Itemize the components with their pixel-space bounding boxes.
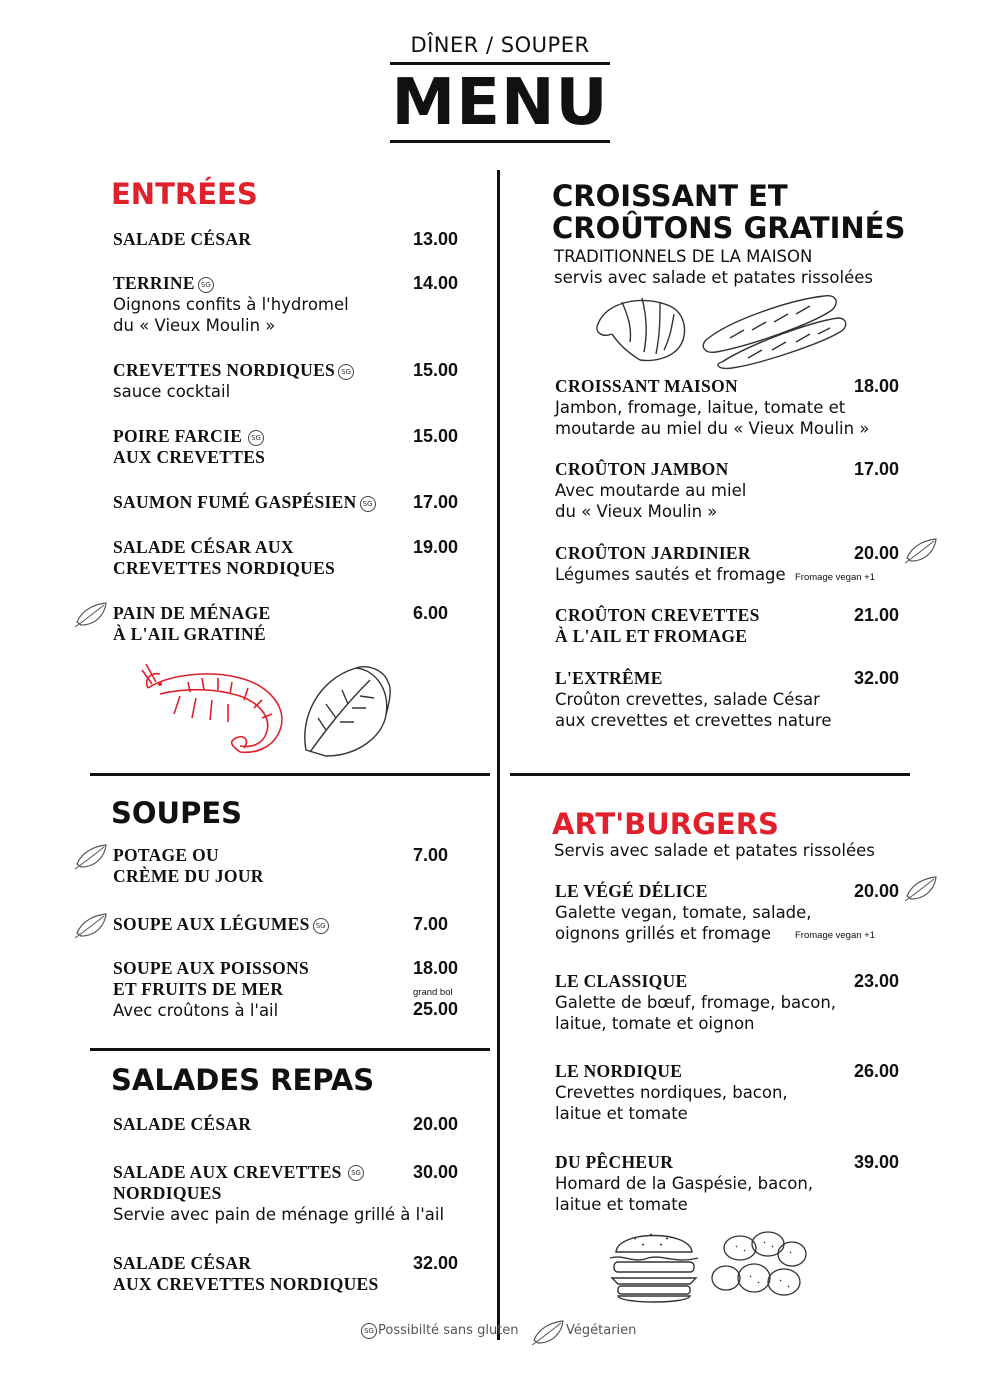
leaf-icon [73, 600, 109, 630]
item-name-crouton-jambon: CROÛTON JAMBON [555, 459, 729, 479]
section-subtitle-croissant: TRADITIONNELS DE LA MAISON [554, 247, 813, 266]
item-desc-crouton-jardinier: Légumes sautés et fromage [555, 565, 786, 584]
burger-illustration [604, 1224, 704, 1304]
item-name-vege-delice: LE VÉGÉ DÉLICE [555, 881, 708, 901]
section-title-croissant: CROISSANT ET CROÛTONS GRATINÉS [552, 179, 906, 245]
item-name-crevettes-nordiques: CREVETTES NORDIQUES [113, 360, 336, 380]
menu-item-terrine [113, 273, 214, 294]
item-size-label: grand bol [413, 987, 453, 998]
divider-entrees-soupes [90, 773, 490, 776]
header-rule-top [390, 62, 610, 65]
section-title-salades: SALADES REPAS [111, 1063, 375, 1097]
item-name-crouton-jardinier: CROÛTON JARDINIER [555, 543, 751, 563]
leaf-icon [73, 911, 109, 941]
divider-soupes-salades [90, 1048, 490, 1051]
menu-subtitle: DÎNER / SOUPER [410, 33, 590, 57]
item-price-salade-crevettes: 30.00 [413, 1162, 459, 1182]
legend-gluten-free: Possibilté sans gluten [378, 1323, 519, 1338]
item-price-crevettes-nordiques: 15.00 [413, 360, 459, 380]
item-price-soupe-legumes: 7.00 [413, 914, 449, 934]
item-price-crouton-jambon: 17.00 [854, 459, 900, 479]
item-name-soupe-poissons: SOUPE AUX POISSONS ET FRUITS DE MER [113, 958, 310, 999]
item-name-potage: POTAGE OU CRÈME DU JOUR [113, 845, 264, 886]
item-name-classique: LE CLASSIQUE [555, 971, 688, 991]
item-desc-classique: Galette de bœuf, fromage, bacon, laitue, tomate et oignon [555, 993, 837, 1033]
menu-item-soupe-legumes [113, 914, 329, 935]
menu-item-crevettes-nordiques [113, 360, 354, 381]
item-price-vege-delice: 20.00 [854, 881, 900, 901]
leaf-icon [530, 1318, 566, 1348]
item-name-salade-cesar-crevettes: SALADE CÉSAR AUX CREVETTES NORDIQUES [113, 537, 336, 578]
sg-badge: SG [248, 430, 264, 446]
item-desc-soupe-poissons: Avec croûtons à l'ail [113, 1001, 279, 1020]
item-price-extreme: 32.00 [854, 668, 900, 688]
item-desc-crouton-jambon: Avec moutarde au miel du « Vieux Moulin » [555, 481, 747, 521]
item-desc-extreme: Croûton crevettes, salade César aux crevettes et crevettes nature [555, 690, 832, 730]
item-name-croissant-maison: CROISSANT MAISON [555, 376, 738, 396]
item-desc-salade-crevettes: Servie avec pain de ménage grillé à l'ail [113, 1205, 445, 1224]
sg-badge: SG [348, 1165, 364, 1181]
item-name-crouton-crevettes: CROÛTON CREVETTES À L'AIL ET FROMAGE [555, 605, 760, 646]
sg-badge: SG [360, 496, 376, 512]
baguette-illustration [700, 292, 850, 370]
item-price-du-pecheur: 39.00 [854, 1152, 900, 1172]
item-note-crouton-jardinier: Fromage vegan +1 [795, 572, 876, 583]
shrimp-illustration [140, 660, 300, 760]
item-desc-crevettes-nordiques: sauce cocktail [113, 382, 231, 401]
item-desc-du-pecheur: Homard de la Gaspésie, bacon, laitue et tomate [555, 1174, 814, 1214]
item-name-terrine: TERRINE [113, 273, 195, 293]
item-desc-croissant-maison: Jambon, fromage, laitue, tomate et moutarde au miel du « Vieux Moulin » [555, 398, 870, 438]
item-price-croissant-maison: 18.00 [854, 376, 900, 396]
item-price-salade-cesar-crevettes-repas: 32.00 [413, 1253, 459, 1273]
legend-vegetarian: Végétarien [566, 1323, 637, 1338]
section-title-burgers: ART'BURGERS [552, 807, 779, 841]
leaf-icon [73, 842, 109, 872]
item-name-du-pecheur: DU PÊCHEUR [555, 1152, 674, 1172]
sg-badge: SG [361, 1323, 377, 1339]
item-price-salade-cesar-repas: 20.00 [413, 1114, 459, 1134]
sg-badge: SG [313, 918, 329, 934]
section-title-soupes: SOUPES [111, 796, 243, 830]
item-note-vege-delice: Fromage vegan +1 [795, 930, 876, 941]
item-price2-soupe-poissons: 25.00 [413, 999, 459, 1019]
item-price-crouton-crevettes: 21.00 [854, 605, 900, 625]
section-title-entrees: ENTRÉES [111, 177, 258, 211]
item-desc-vege-delice: Galette vegan, tomate, salade, oignons grillés et fromage [555, 903, 812, 943]
item-price-saumon-fume: 17.00 [413, 492, 459, 512]
item-price-salade-cesar: 13.00 [413, 229, 459, 249]
item-name-poire-farcie: POIRE FARCIE AUX CREVETTES [113, 426, 266, 467]
section-subtitle2-croissant: servis avec salade et patates rissolées [554, 268, 873, 287]
item-price-terrine: 14.00 [413, 273, 459, 293]
item-name-salade-cesar: SALADE CÉSAR [113, 229, 252, 249]
leaf-icon [903, 536, 939, 566]
croissant-illustration [592, 294, 688, 364]
item-price-poire-farcie: 15.00 [413, 426, 459, 446]
sg-badge: SG [198, 277, 214, 293]
item-price-pain-de-menage: 6.00 [413, 603, 449, 623]
divider-croissant-burgers [510, 773, 910, 776]
menu-title: MENU [391, 66, 609, 140]
item-price-classique: 23.00 [854, 971, 900, 991]
lettuce-illustration [296, 660, 396, 760]
item-name-salade-cesar-crevettes-repas: SALADE CÉSAR AUX CREVETTES NORDIQUES [113, 1253, 379, 1294]
item-price-potage: 7.00 [413, 845, 449, 865]
potatoes-illustration [710, 1228, 810, 1300]
item-name-soupe-legumes: SOUPE AUX LÉGUMES [113, 914, 310, 934]
section-subtitle-burgers: Servis avec salade et patates rissolées [554, 841, 875, 860]
item-name-saumon-fume: SAUMON FUMÉ GASPÉSIEN [113, 492, 357, 512]
item-name-extreme: L'EXTRÊME [555, 668, 663, 688]
item-desc-nordique: Crevettes nordiques, bacon, laitue et tomate [555, 1083, 788, 1123]
item-desc-terrine: Oignons confits à l'hydromel du « Vieux Moulin » [113, 295, 349, 335]
item-price-salade-cesar-crevettes: 19.00 [413, 537, 459, 557]
item-name-salade-crevettes: SALADE AUX CREVETTES NORDIQUES [113, 1162, 342, 1203]
item-price-soupe-poissons: 18.00 [413, 958, 459, 978]
header-rule-bottom [390, 140, 610, 143]
item-price-nordique: 26.00 [854, 1061, 900, 1081]
item-name-salade-cesar-repas: SALADE CÉSAR [113, 1114, 252, 1134]
item-name-pain-de-menage: PAIN DE MÉNAGE À L'AIL GRATINÉ [113, 603, 271, 644]
column-divider [497, 170, 500, 1340]
menu-item-saumon-fume [113, 492, 376, 513]
leaf-icon [903, 874, 939, 904]
item-name-nordique: LE NORDIQUE [555, 1061, 683, 1081]
item-price-crouton-jardinier: 20.00 [854, 543, 900, 563]
sg-badge: SG [338, 364, 354, 380]
